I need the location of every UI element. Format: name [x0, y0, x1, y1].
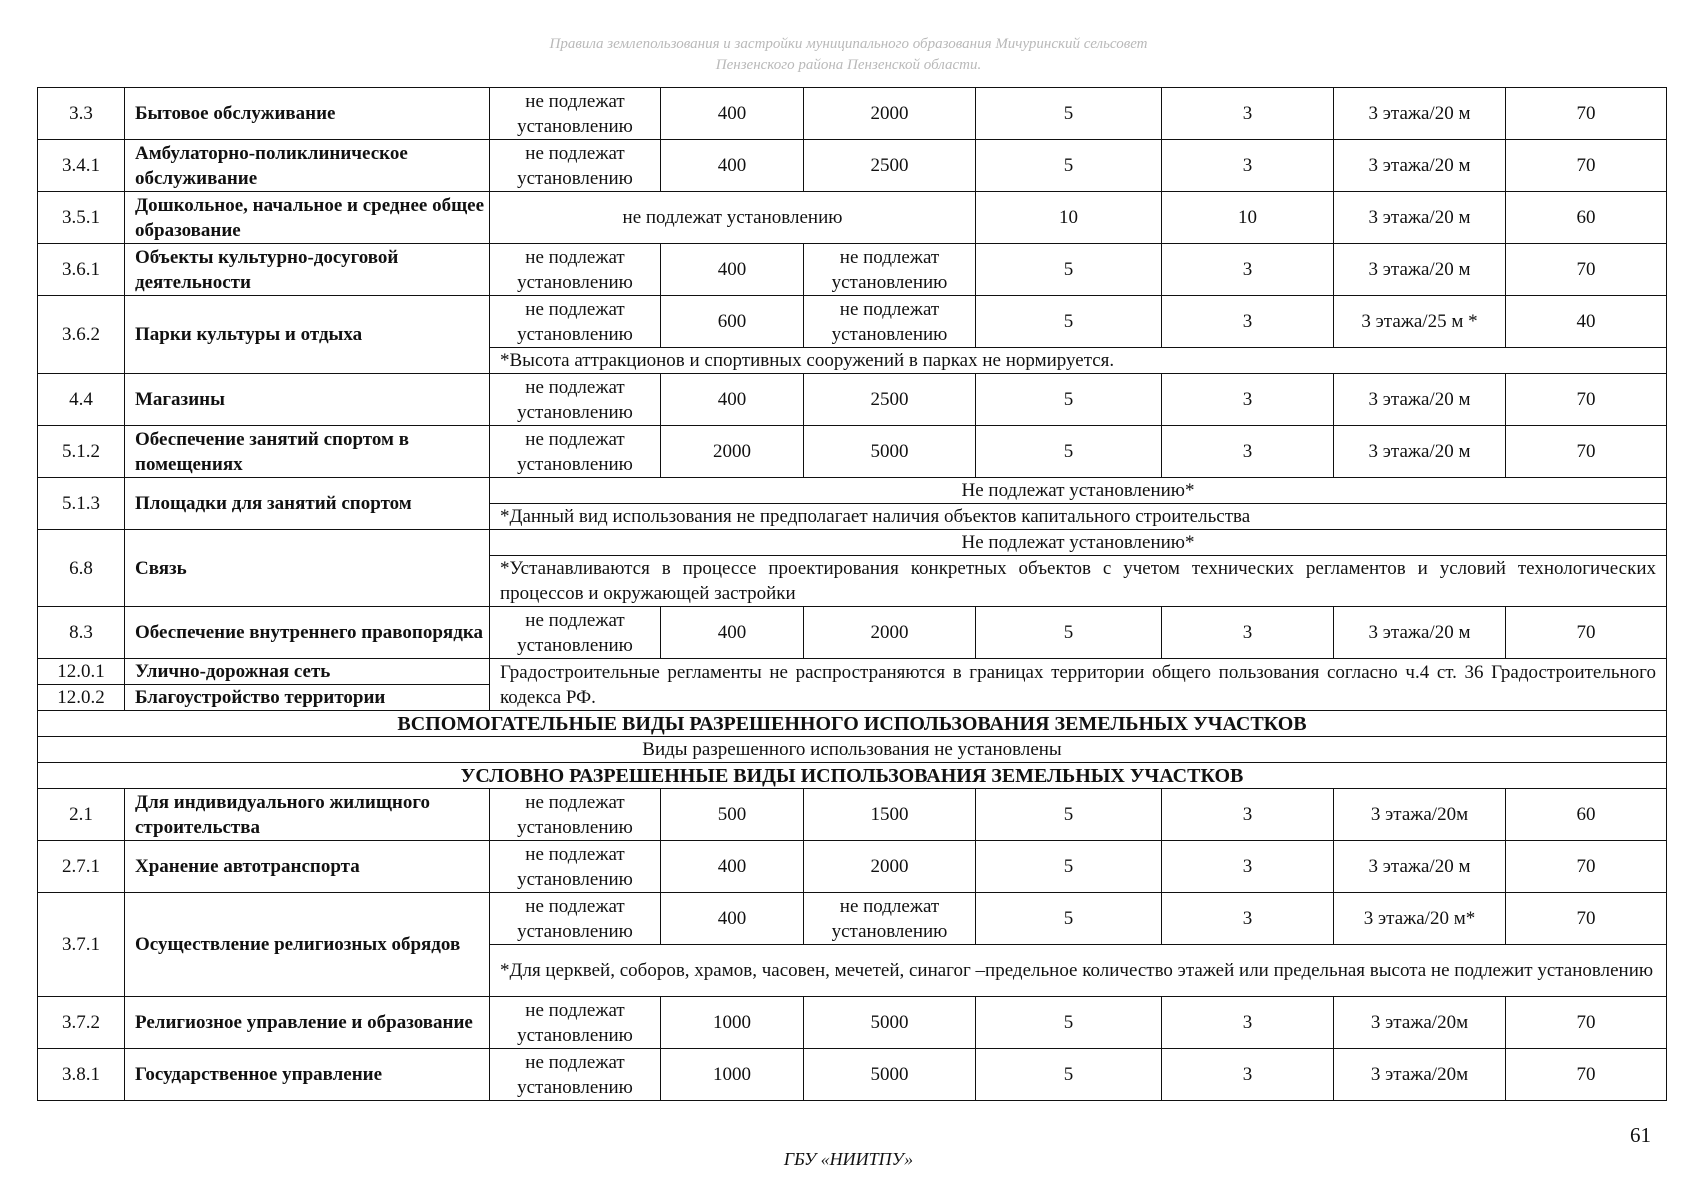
table-row — [38, 997, 1667, 1049]
row-code: 3.6.1 — [38, 244, 125, 296]
row-name: Площадки для занятий спортом — [125, 478, 490, 530]
section-note-row — [38, 737, 1667, 763]
row-name: Амбулаторно-поликлиническое обслуживание — [125, 140, 490, 192]
row-code: 3.3 — [38, 88, 125, 140]
coverage-cell: 70 — [1506, 1049, 1667, 1101]
max-height-cell: 3 этажа/20 м — [1334, 841, 1506, 893]
page-footer: ГБУ «НИИТПУ» — [783, 1149, 914, 1169]
row-code: 12.0.1 — [38, 659, 125, 685]
setback-front-cell: 5 — [976, 997, 1162, 1049]
table-row — [38, 530, 1667, 556]
min-size-cell: не подлежат установлению — [490, 88, 661, 140]
setback-front-cell: 5 — [976, 296, 1162, 348]
coverage-cell: 70 — [1506, 607, 1667, 659]
row-code: 3.5.1 — [38, 192, 125, 244]
row-name: Улично-дорожная сеть — [125, 659, 490, 685]
table-row — [38, 607, 1667, 659]
row-name: Парки культуры и отдыха — [125, 296, 490, 374]
row-name: Религиозное управление и образование — [125, 997, 490, 1049]
setback-side-cell: 3 — [1162, 88, 1334, 140]
row-name: Обеспечение занятий спортом в помещениях — [125, 426, 490, 478]
row-code: 8.3 — [38, 607, 125, 659]
min-size-cell: не подлежат установлению — [490, 893, 661, 945]
max-area-cell: 2000 — [804, 88, 976, 140]
coverage-cell: 70 — [1506, 88, 1667, 140]
setback-front-cell: 5 — [976, 893, 1162, 945]
max-height-cell: 3 этажа/20м — [1334, 1049, 1506, 1101]
row-code: 3.4.1 — [38, 140, 125, 192]
min-area-cell: 400 — [661, 244, 804, 296]
footnote-cell: *Высота аттракционов и спортивных сооружений в парках не нормируется. — [490, 348, 1667, 374]
row-code: 3.8.1 — [38, 1049, 125, 1101]
setback-side-cell: 3 — [1162, 1049, 1334, 1101]
coverage-cell: 70 — [1506, 841, 1667, 893]
max-area-cell: 1500 — [804, 789, 976, 841]
max-height-cell: 3 этажа/20 м — [1334, 426, 1506, 478]
coverage-cell: 70 — [1506, 140, 1667, 192]
max-height-cell: 3 этажа/20 м — [1334, 607, 1506, 659]
header-line-1: Правила землепользования и застройки муниципального образования Мичуринский сельсовет — [549, 36, 1148, 52]
coverage-cell: 60 — [1506, 192, 1667, 244]
table-row — [38, 841, 1667, 893]
row-name: Государственное управление — [125, 1049, 490, 1101]
setback-front-cell: 5 — [976, 607, 1162, 659]
setback-front-cell: 5 — [976, 374, 1162, 426]
setback-side-cell: 3 — [1162, 244, 1334, 296]
section-note: Виды разрешенного использования не установлены — [38, 737, 1667, 763]
table-row — [38, 478, 1667, 504]
table-row — [38, 374, 1667, 426]
header-line-2: Пензенского района Пензенской области. — [715, 57, 982, 73]
table-row — [38, 789, 1667, 841]
row-code: 3.6.2 — [38, 296, 125, 374]
row-code: 6.8 — [38, 530, 125, 607]
max-area-cell: 2500 — [804, 374, 976, 426]
min-size-cell: не подлежат установлению — [490, 789, 661, 841]
min-size-cell: не подлежат установлению — [490, 374, 661, 426]
section-title: УСЛОВНО РАЗРЕШЕННЫЕ ВИДЫ ИСПОЛЬЗОВАНИЯ ЗЕМЕЛЬНЫХ УЧАСТКОВ — [38, 763, 1667, 789]
min-area-cell: 400 — [661, 374, 804, 426]
merged-size-cell: не подлежат установлению — [490, 192, 976, 244]
footnote-cell: *Устанавливаются в процессе проектирования конкретных объектов с учетом технических регламентов и условий технологических процессов и окружающей застройки — [490, 556, 1667, 607]
setback-front-cell: 5 — [976, 789, 1162, 841]
min-size-cell: не подлежат установлению — [490, 244, 661, 296]
row-name: Магазины — [125, 374, 490, 426]
merged-value-cell: Не подлежат установлению* — [490, 478, 1667, 504]
min-size-cell: не подлежат установлению — [490, 607, 661, 659]
table-row — [38, 893, 1667, 945]
setback-side-cell: 3 — [1162, 374, 1334, 426]
table-row — [38, 140, 1667, 192]
coverage-cell: 70 — [1506, 893, 1667, 945]
min-size-cell: не подлежат установлению — [490, 1049, 661, 1101]
row-name: Связь — [125, 530, 490, 607]
setback-side-cell: 3 — [1162, 997, 1334, 1049]
setback-side-cell: 3 — [1162, 296, 1334, 348]
row-name: Обеспечение внутреннего правопорядка — [125, 607, 490, 659]
min-size-cell: не подлежат установлению — [490, 841, 661, 893]
table-row — [38, 296, 1667, 348]
coverage-cell: 40 — [1506, 296, 1667, 348]
min-area-cell: 600 — [661, 296, 804, 348]
footnote-cell: *Для церквей, соборов, храмов, часовен, мечетей, синагог –предельное количество этажей или предельная высота не подлежит установлению — [490, 945, 1667, 997]
max-area-cell: 2000 — [804, 607, 976, 659]
setback-front-cell: 5 — [976, 841, 1162, 893]
max-area-cell: 5000 — [804, 997, 976, 1049]
min-area-cell: 400 — [661, 607, 804, 659]
coverage-cell: 70 — [1506, 244, 1667, 296]
max-height-cell: 3 этажа/20 м — [1334, 374, 1506, 426]
setback-front-cell: 5 — [976, 426, 1162, 478]
min-area-cell: 400 — [661, 88, 804, 140]
setback-side-cell: 3 — [1162, 607, 1334, 659]
coverage-cell: 60 — [1506, 789, 1667, 841]
max-area-cell: не подлежат установлению — [804, 244, 976, 296]
min-area-cell: 1000 — [661, 997, 804, 1049]
row-name: Хранение автотранспорта — [125, 841, 490, 893]
min-size-cell: не подлежат установлению — [490, 140, 661, 192]
running-header — [0, 34, 1697, 76]
max-height-cell: 3 этажа/20 м — [1334, 88, 1506, 140]
max-area-cell: 5000 — [804, 426, 976, 478]
row-code: 12.0.2 — [38, 685, 125, 711]
setback-side-cell: 3 — [1162, 789, 1334, 841]
row-name: Для индивидуального жилищного строительства — [125, 789, 490, 841]
table-row — [38, 426, 1667, 478]
row-name: Осуществление религиозных обрядов — [125, 893, 490, 997]
min-area-cell: 500 — [661, 789, 804, 841]
max-height-cell: 3 этажа/25 м * — [1334, 296, 1506, 348]
table-row — [38, 659, 1667, 685]
setback-front-cell: 5 — [976, 1049, 1162, 1101]
row-code: 2.7.1 — [38, 841, 125, 893]
row-name: Дошкольное, начальное и среднее общее образование — [125, 192, 490, 244]
max-area-cell: 5000 — [804, 1049, 976, 1101]
min-area-cell: 400 — [661, 140, 804, 192]
coverage-cell: 70 — [1506, 997, 1667, 1049]
table-row — [38, 88, 1667, 140]
max-area-cell: не подлежат установлению — [804, 296, 976, 348]
max-height-cell: 3 этажа/20 м — [1334, 140, 1506, 192]
setback-front-cell: 5 — [976, 88, 1162, 140]
max-height-cell: 3 этажа/20м — [1334, 789, 1506, 841]
max-area-cell: не подлежат установлению — [804, 893, 976, 945]
row-name: Бытовое обслуживание — [125, 88, 490, 140]
max-area-cell: 2000 — [804, 841, 976, 893]
row-code: 2.1 — [38, 789, 125, 841]
row-code: 3.7.2 — [38, 997, 125, 1049]
row-code: 5.1.2 — [38, 426, 125, 478]
min-size-cell: не подлежат установлению — [490, 426, 661, 478]
setback-side-cell: 3 — [1162, 140, 1334, 192]
setback-front-cell: 10 — [976, 192, 1162, 244]
row-name: Благоустройство территории — [125, 685, 490, 711]
table-row — [38, 1049, 1667, 1101]
max-height-cell: 3 этажа/20 м* — [1334, 893, 1506, 945]
setback-side-cell: 3 — [1162, 841, 1334, 893]
min-area-cell: 400 — [661, 841, 804, 893]
row-name: Объекты культурно-досуговой деятельности — [125, 244, 490, 296]
table-row — [38, 244, 1667, 296]
footnote-cell: Градостроительные регламенты не распространяются в границах территории общего пользования согласно ч.4 ст. 36 Градостроительного кодекса РФ. — [490, 659, 1667, 711]
min-size-cell: не подлежат установлению — [490, 296, 661, 348]
setback-side-cell: 3 — [1162, 426, 1334, 478]
section-title: ВСПОМОГАТЕЛЬНЫЕ ВИДЫ РАЗРЕШЕННОГО ИСПОЛЬЗОВАНИЯ ЗЕМЕЛЬНЫХ УЧАСТКОВ — [38, 711, 1667, 737]
min-area-cell: 2000 — [661, 426, 804, 478]
row-code: 3.7.1 — [38, 893, 125, 997]
min-area-cell: 1000 — [661, 1049, 804, 1101]
footnote-cell: *Данный вид использования не предполагает наличия объектов капитального строительства — [490, 504, 1667, 530]
setback-side-cell: 3 — [1162, 893, 1334, 945]
min-area-cell: 400 — [661, 893, 804, 945]
min-size-cell: не подлежат установлению — [490, 997, 661, 1049]
coverage-cell: 70 — [1506, 426, 1667, 478]
row-code: 5.1.3 — [38, 478, 125, 530]
max-height-cell: 3 этажа/20 м — [1334, 244, 1506, 296]
section-header-row — [38, 763, 1667, 789]
section-header-row — [38, 711, 1667, 737]
setback-front-cell: 5 — [976, 244, 1162, 296]
max-height-cell: 3 этажа/20м — [1334, 997, 1506, 1049]
regulations-table — [37, 87, 1667, 1101]
setback-side-cell: 10 — [1162, 192, 1334, 244]
coverage-cell: 70 — [1506, 374, 1667, 426]
max-area-cell: 2500 — [804, 140, 976, 192]
table-row — [38, 192, 1667, 244]
setback-front-cell: 5 — [976, 140, 1162, 192]
row-code: 4.4 — [38, 374, 125, 426]
merged-value-cell: Не подлежат установлению* — [490, 530, 1667, 556]
page-number: 61 — [1630, 1123, 1651, 1147]
max-height-cell: 3 этажа/20 м — [1334, 192, 1506, 244]
